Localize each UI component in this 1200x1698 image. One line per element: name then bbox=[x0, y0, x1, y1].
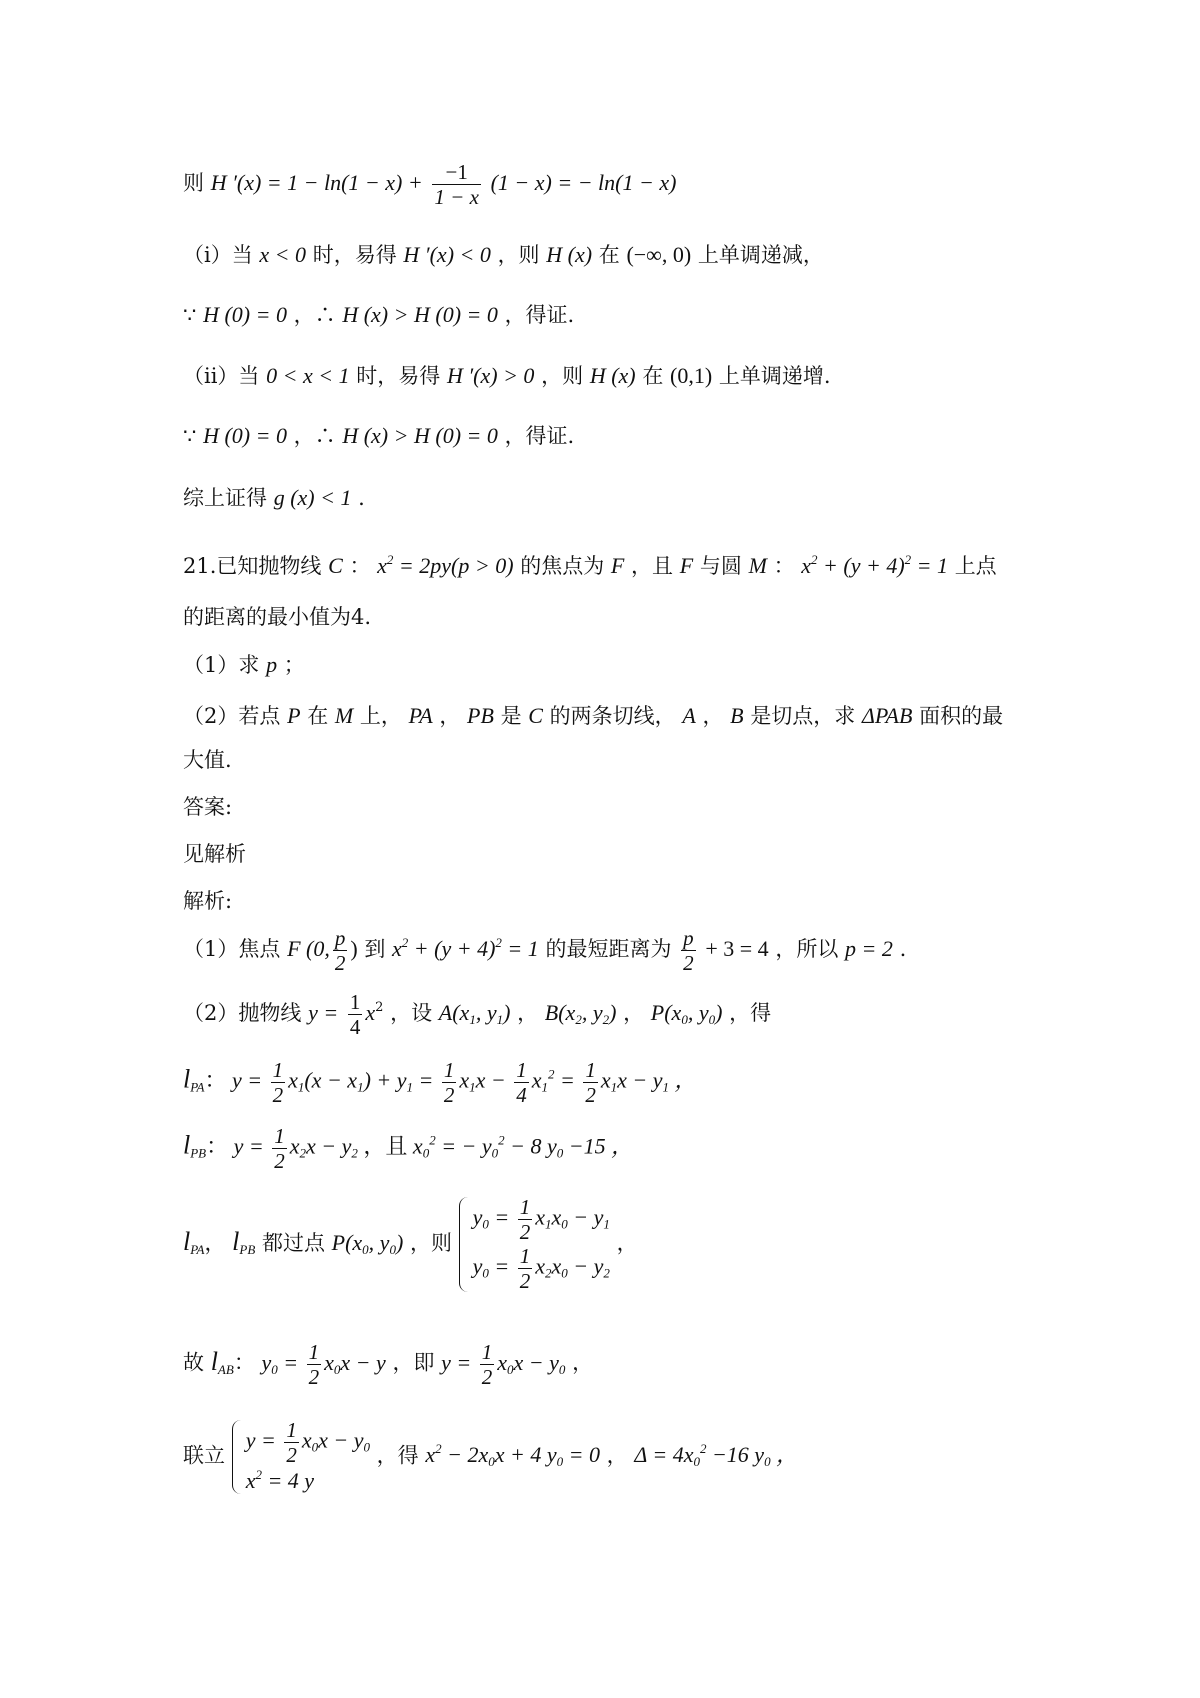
chord-ab-line: 故 $l_{AB}$： $y_0$ = $\frac{1}{2}$ $x_0x - y$ ，即 y = $\frac{1}{2}$ $x_0x - y_0$ ， bbox=[183, 1340, 594, 1390]
tangent-system-line: $l_{PA}$， $l_{PB}$ 都过点 $P(x_0$, $y_0$) ，则 $y_0$ = $\frac{1}{2}$ $x_1x_0 - y_1$ $y_0$ = $\frac{1}{2}$ $x_2x_0 - y_2$ ， bbox=[183, 1195, 638, 1294]
tangent-pa-line: $l_{PA}$： y = $\frac{1}{2}$ $x_1(x - x_1) + y_1$ = $\frac{1}{2}$ $x_1x$ − $\frac{1}{4}$ $x_1^2$ = $\frac{1}{2}$ $x_1x - y_1$ ， bbox=[183, 1058, 697, 1108]
case-ii-conclusion: ∵ H (0) = 0 ，∴ H (x) > H (0) = 0 ，得证. bbox=[183, 423, 575, 448]
fraction: $\frac{-1}{1 - x}$ bbox=[434, 160, 479, 210]
question-21-line2: 的距离的最小值为4. bbox=[183, 605, 372, 629]
question-21: 21.已知抛物线 C ： $x^2 = 2py(p > 0)$ 的焦点为 F ，且 F 与圆 M ： $x^2 + (y + 4)^2 = 1$ 上点 bbox=[183, 552, 997, 578]
equation-system: y = $\frac{1}{2}$ $x_0x - y_0$ $x^2 = 4$ y bbox=[232, 1418, 370, 1496]
analysis-label: 解析: bbox=[183, 889, 233, 913]
formula: (1 − x) = − ln(1 − x) bbox=[490, 170, 677, 196]
case-ii-line: （ii）当 0 < x < 1 时，易得 H ′(x) > 0 ，则 H (x) 在 (0,1) 上单调递增. bbox=[183, 363, 831, 388]
question-part-2: （2）若点 P 在 M 上， PA ， PB 是 C 的两条切线， A ， B 是切点，求 ΔPAB 面积的最 bbox=[183, 703, 1004, 728]
answer-label: 答案: bbox=[183, 795, 233, 819]
joint-system-line: 联立 y = $\frac{1}{2}$ $x_0x - y_0$ $x^2 = 4$ y ，得 $x^2 - 2x_0x + 4$ $y_0 = 0$ ， $\Delta = 4x_0^2 -16$ $y_0$ ， bbox=[183, 1418, 798, 1496]
case-i-line: （i）当 x < 0 时，易得 H ′(x) < 0 ，则 H (x) 在 (−∞, 0) 上单调递减， bbox=[183, 242, 824, 267]
question-part-1: （1）求 p ； bbox=[183, 652, 305, 677]
solution-part-2: （2）抛物线 y = $\frac{1}{4}$ $x^2$ ，设 $A(x_1$, $y_1$) ， $B(x_2$, $y_2$) ， $P(x_0$, $y_0$) ，得 bbox=[183, 990, 772, 1040]
answer-text: 见解析 bbox=[183, 842, 246, 866]
equation-system: $y_0$ = $\frac{1}{2}$ $x_1x_0 - y_1$ $y_0$ = $\frac{1}{2}$ $x_2x_0 - y_2$ bbox=[459, 1195, 610, 1294]
summary-line: 综上证得 g (x) < 1 . bbox=[183, 485, 365, 510]
formula: H ′(x) = 1 − ln(1 − x) + bbox=[210, 170, 423, 196]
question-part-2-line2: 大值. bbox=[183, 748, 232, 772]
case-i-conclusion: ∵ H (0) = 0 ，∴ H (x) > H (0) = 0 ，得证. bbox=[183, 302, 575, 327]
tangent-pb-line: $l_{PB}$： y = $\frac{1}{2}$ $x_2x - y_2$ ，且 $x_0^2$ = − $y_0^2 - 8$ $y_0 -15$ ， bbox=[183, 1124, 634, 1174]
derivative-line: 则 H ′(x) = 1 − ln(1 − x) + $\frac{-1}{1 - x}$ (1 − x) = − ln(1 − x) bbox=[183, 160, 677, 210]
solution-part-1: （1）焦点 F (0, $\frac{p}{2}$ ) 到 $x^2 + (y + 4)^2 = 1$ 的最短距离为 $\frac{p}{2}$ + 3 = 4 ，所以 p = 2 . bbox=[183, 926, 907, 976]
